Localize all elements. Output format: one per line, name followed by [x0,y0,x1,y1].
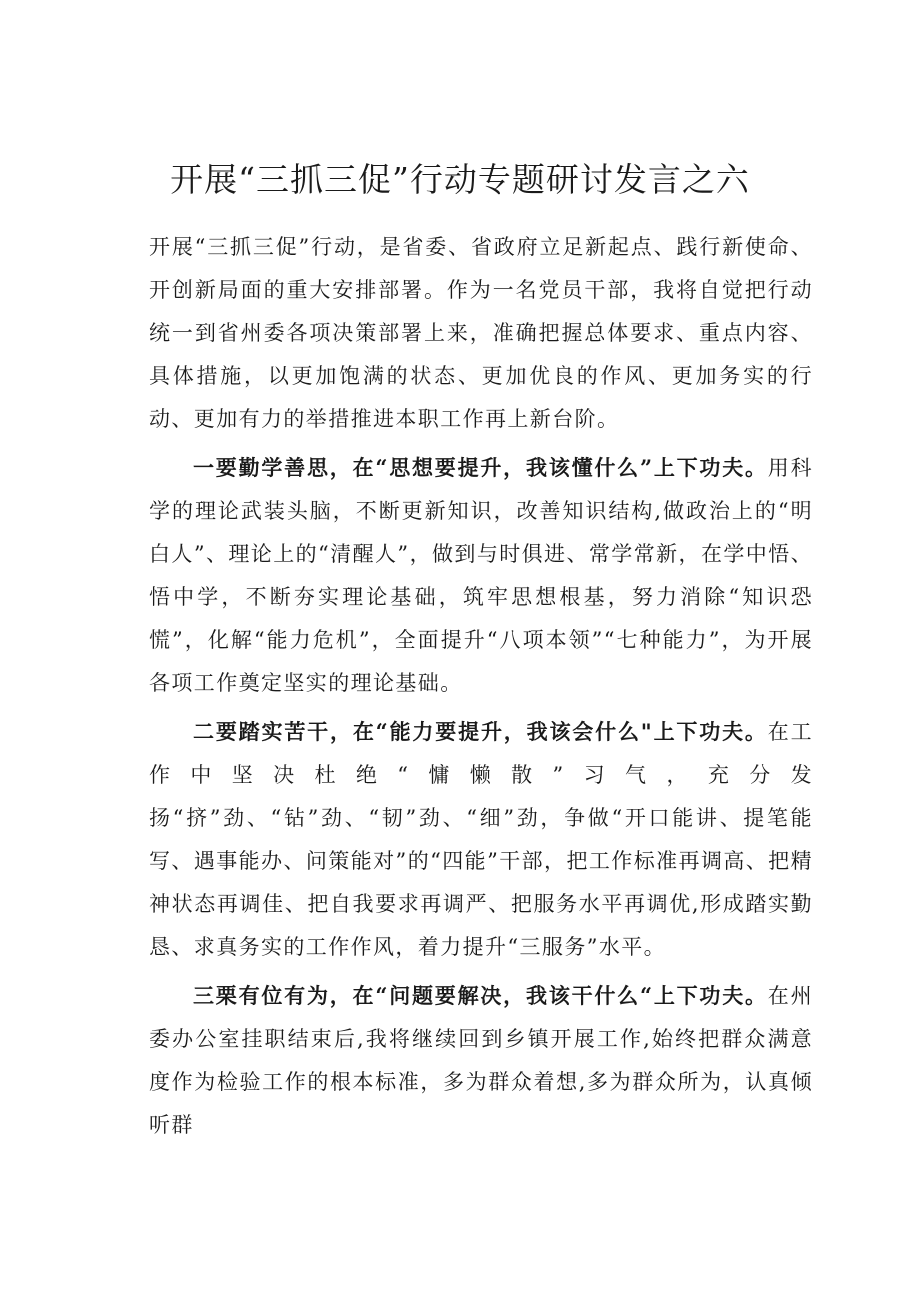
document-title: 开展“三抓三促”行动专题研讨发言之六 [170,160,750,199]
section-text-2: 在工作中坚决杜绝“慵懒散”习气，充分发扬“挤”劲、“钻”劲、“韧”劲、“细”劲，争做“开口能讲、提笔能写、遇事能办、问策能对”的“四能”干部，把工作标准再调高、把精神状态再调佳、把自我要求再调严、把服务水平再调优,形成踏实勤恳、求真务实的工作作风，着力提升“三服务”水平。 [149,720,813,959]
section-text-1: 用科学的理论武装头脑，不断更新知识，改善知识结构,做政治上的“明白人”、理论上的“清醒人”，做到与时俱进、常学常新，在学中悟、悟中学，不断夯实理论基础，筑牢思想根基，努力消除“知识恐慌”，化解“能力危机”，全面提升“八项本领”“七种能力”，为开展各项工作奠定坚实的理论基础。 [149,456,813,695]
section-paragraph-2 [149,710,813,969]
section-lead-3: 三栗有位有为，在“问题要解决，我该干什么“上下功夫。 [193,983,768,1008]
section-lead-2: 二要踏实苦干，在“能力要提升，我该会什么"上下功夫。 [193,719,768,744]
section-paragraph-3 [149,974,813,1147]
intro-paragraph: 开展“三抓三促”行动，是省委、省政府立足新起点、践行新使命、开创新局面的重大安排部署。作为一名党员干部，我将自觉把行动统一到省州委各项决策部署上来，准确把握总体要求、重点内容、具体措施，以更加饱满的状态、更加优良的作风、更加务实的行动、更加有力的举措推进本职工作再上新台阶。 [149,235,813,431]
section-paragraph-1 [149,446,813,705]
section-text-3: 在州委办公室挂职结束后,我将继续回到乡镇开展工作,始终把群众满意度作为检验工作的根本标准，多为群众着想,多为群众所为，认真倾听群 [149,984,813,1137]
section-lead-1: 一要勤学善思，在“思想要提升，我该懂什么”上下功夫。 [193,455,768,480]
document-body [149,226,813,1152]
